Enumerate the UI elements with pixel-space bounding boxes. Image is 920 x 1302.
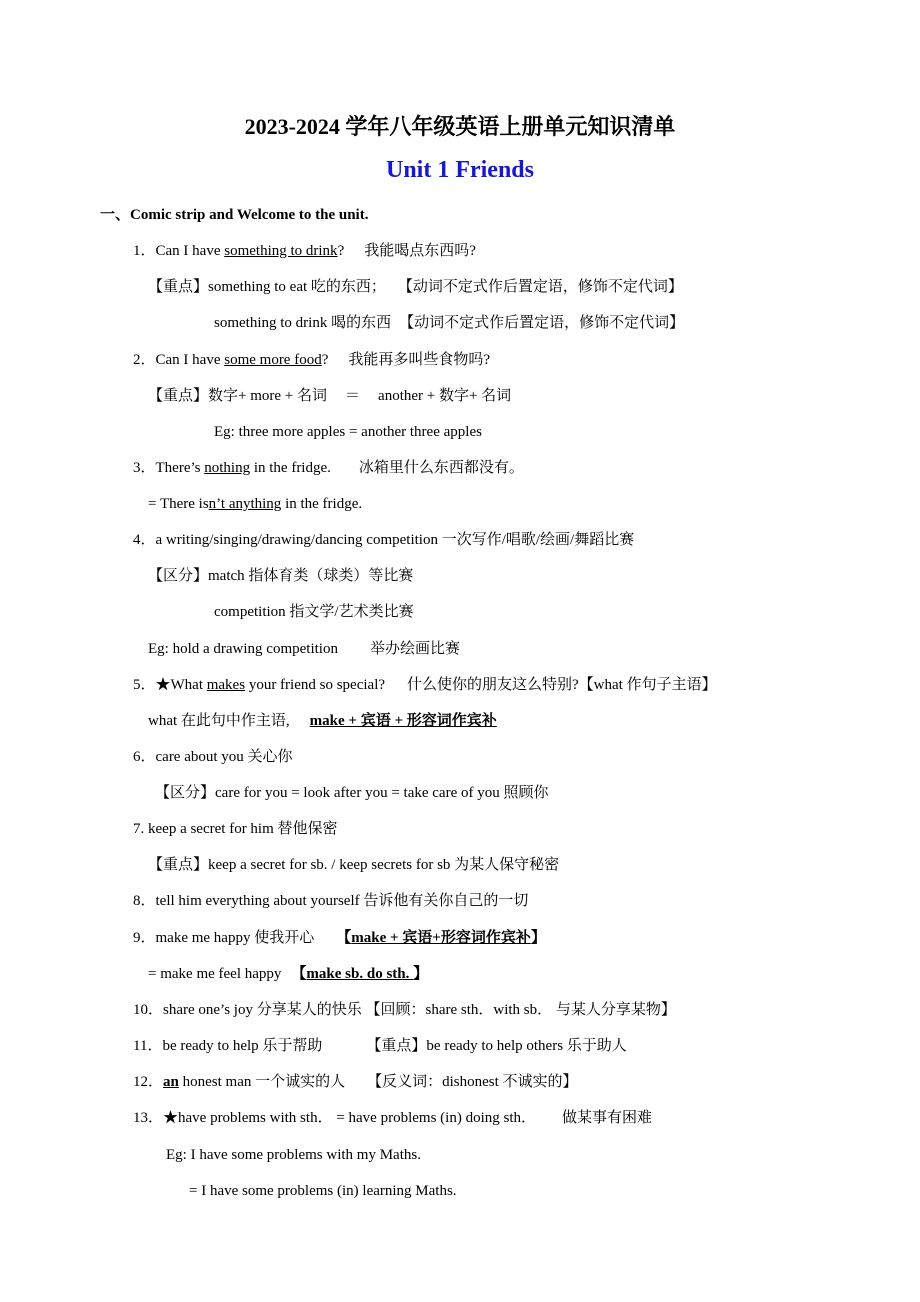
item-3-note-lead: = There is — [148, 496, 209, 512]
item-4-note-a — [148, 566, 413, 586]
item-5-translation: 什么使你的朋友这么特别?【what 作句子主语】 — [407, 677, 717, 693]
item-9-note — [148, 964, 428, 984]
item-1-note-a-grammar: 【动词不定式作后置定语，修饰不定代词】 — [397, 279, 683, 295]
item-5-note-text: what 在此句中作主语, — [148, 713, 290, 729]
item-1-underlined: something to drink — [224, 243, 338, 259]
item-11-note: be ready to help others 乐于助人 — [426, 1038, 627, 1054]
bracket-right: 】 — [530, 930, 546, 946]
item-2-lead: 2．Can I have — [133, 352, 225, 368]
item-4-note-a-text: match 指体育类（球类）等比赛 — [208, 568, 414, 584]
document-title: 2023-2024 学年八年级英语上册单元知识清单 — [244, 114, 676, 139]
item-3-note — [148, 494, 362, 514]
item-4-example-text: Eg: hold a drawing competition — [148, 641, 338, 657]
item-5-rest: your friend so special? — [245, 677, 386, 693]
item-4-note-b: competition 指文学/艺术类比赛 — [214, 604, 414, 620]
item-1-note-b — [214, 313, 684, 333]
item-9-note-rule: make sb. do sth. — [306, 966, 414, 982]
item-9 — [133, 928, 546, 948]
item-5-lead: 5．★What — [133, 677, 207, 693]
item-4-example-translation: 举办绘画比赛 — [369, 641, 460, 657]
item-5 — [133, 675, 717, 695]
bracket-left: 【 — [336, 930, 352, 946]
item-13-translation: 做某事有困难 — [562, 1110, 653, 1126]
item-2-note-a — [148, 386, 511, 406]
item-12 — [133, 1072, 578, 1092]
item-12-note: 【反义词：dishonest 不诚实的】 — [367, 1074, 578, 1090]
unit-heading: Unit 1 Friends — [385, 157, 534, 183]
item-12-rest: honest man 一个诚实的人 — [178, 1074, 346, 1090]
tag-label: 【重点】 — [366, 1038, 427, 1054]
item-10: 10．share one’s joy 分享某人的快乐 【回顾：share sth．with sb． 与某人分享某物】 — [133, 1002, 676, 1018]
bracket-left: 【 — [291, 966, 307, 982]
item-11-text: 11．be ready to help 乐于帮助 — [133, 1038, 323, 1054]
item-2 — [133, 350, 490, 370]
item-1-note-a-text: something to eat 吃的东西； — [208, 279, 386, 295]
item-2-note-a-text2: another + 数字+ 名词 — [378, 388, 512, 404]
item-5-note-rule: make + 宾语 + 形容词作宾补 — [309, 713, 497, 729]
item-12-article: an — [163, 1074, 179, 1090]
item-13-example-b: = I have some problems (in) learning Maths. — [189, 1183, 457, 1199]
item-2-rest: ? — [321, 352, 329, 368]
tag-label: 【重点】 — [148, 388, 209, 404]
item-13 — [133, 1108, 652, 1128]
item-5-underlined: makes — [206, 677, 246, 693]
equals-sign: ＝ — [345, 388, 361, 404]
item-3-translation: 冰箱里什么东西都没有。 — [358, 460, 524, 476]
tag-label: 【重点】 — [148, 857, 209, 873]
item-7: 7. keep a secret for him 替他保密 — [133, 821, 338, 837]
item-1-note-a — [148, 277, 683, 297]
item-4-example — [148, 639, 460, 659]
item-3-note-rest: in the fridge. — [281, 496, 363, 512]
item-3-lead: 3．There’s — [133, 460, 205, 476]
item-1-translation: 我能喝点东西吗? — [364, 243, 476, 259]
section-heading: 一、Comic strip and Welcome to the unit. — [100, 207, 369, 223]
bracket-right: 】 — [413, 966, 429, 982]
item-5-note — [148, 711, 497, 731]
item-3 — [133, 458, 524, 478]
tag-label: 【区分】 — [155, 785, 216, 801]
item-3-rest: in the fridge. — [250, 460, 331, 476]
item-12-lead: 12． — [133, 1074, 164, 1090]
item-3-underlined: nothing — [204, 460, 251, 476]
item-1-lead: 1．Can I have — [133, 243, 225, 259]
item-1-note-b-grammar: 【动词不定式作后置定语，修饰不定代词】 — [399, 315, 685, 331]
item-1 — [133, 241, 476, 261]
item-2-translation: 我能再多叫些食物吗? — [348, 352, 491, 368]
item-4: 4．a writing/singing/drawing/dancing competition 一次写作/唱歌/绘画/舞蹈比赛 — [133, 532, 635, 548]
item-2-note-b: Eg: three more apples = another three apples — [214, 424, 482, 440]
item-13-example-a: Eg: I have some problems with my Maths. — [166, 1147, 421, 1163]
item-9-note-text: = make me feel happy — [148, 966, 282, 982]
item-9-text: 9．make me happy 使我开心 — [133, 930, 315, 946]
tag-label: 【区分】 — [148, 568, 209, 584]
item-6: 6．care about you 关心你 — [133, 749, 293, 765]
item-1-note-b-text: something to drink 喝的东西 — [214, 315, 392, 331]
item-8: 8．tell him everything about yourself 告诉他有关你自己的一切 — [133, 893, 529, 909]
item-7-note-text: keep a secret for sb. / keep secrets for sb 为某人保守秘密 — [208, 857, 560, 873]
item-11 — [133, 1036, 627, 1056]
item-6-note — [155, 783, 548, 803]
item-2-underlined: some more food — [224, 352, 322, 368]
item-9-rule: make + 宾语+形容词作宾补 — [351, 930, 531, 946]
item-1-rest: ? — [337, 243, 345, 259]
item-13-text: 13．★have problems with sth． = have problems (in) doing sth． — [133, 1110, 536, 1126]
item-7-note — [148, 855, 559, 875]
item-2-note-a-text: 数字+ more + 名词 — [208, 388, 328, 404]
item-3-note-underlined: n’t anything — [208, 496, 282, 512]
tag-label: 【重点】 — [148, 279, 209, 295]
item-6-note-text: care for you = look after you = take care of you 照顾你 — [215, 785, 549, 801]
